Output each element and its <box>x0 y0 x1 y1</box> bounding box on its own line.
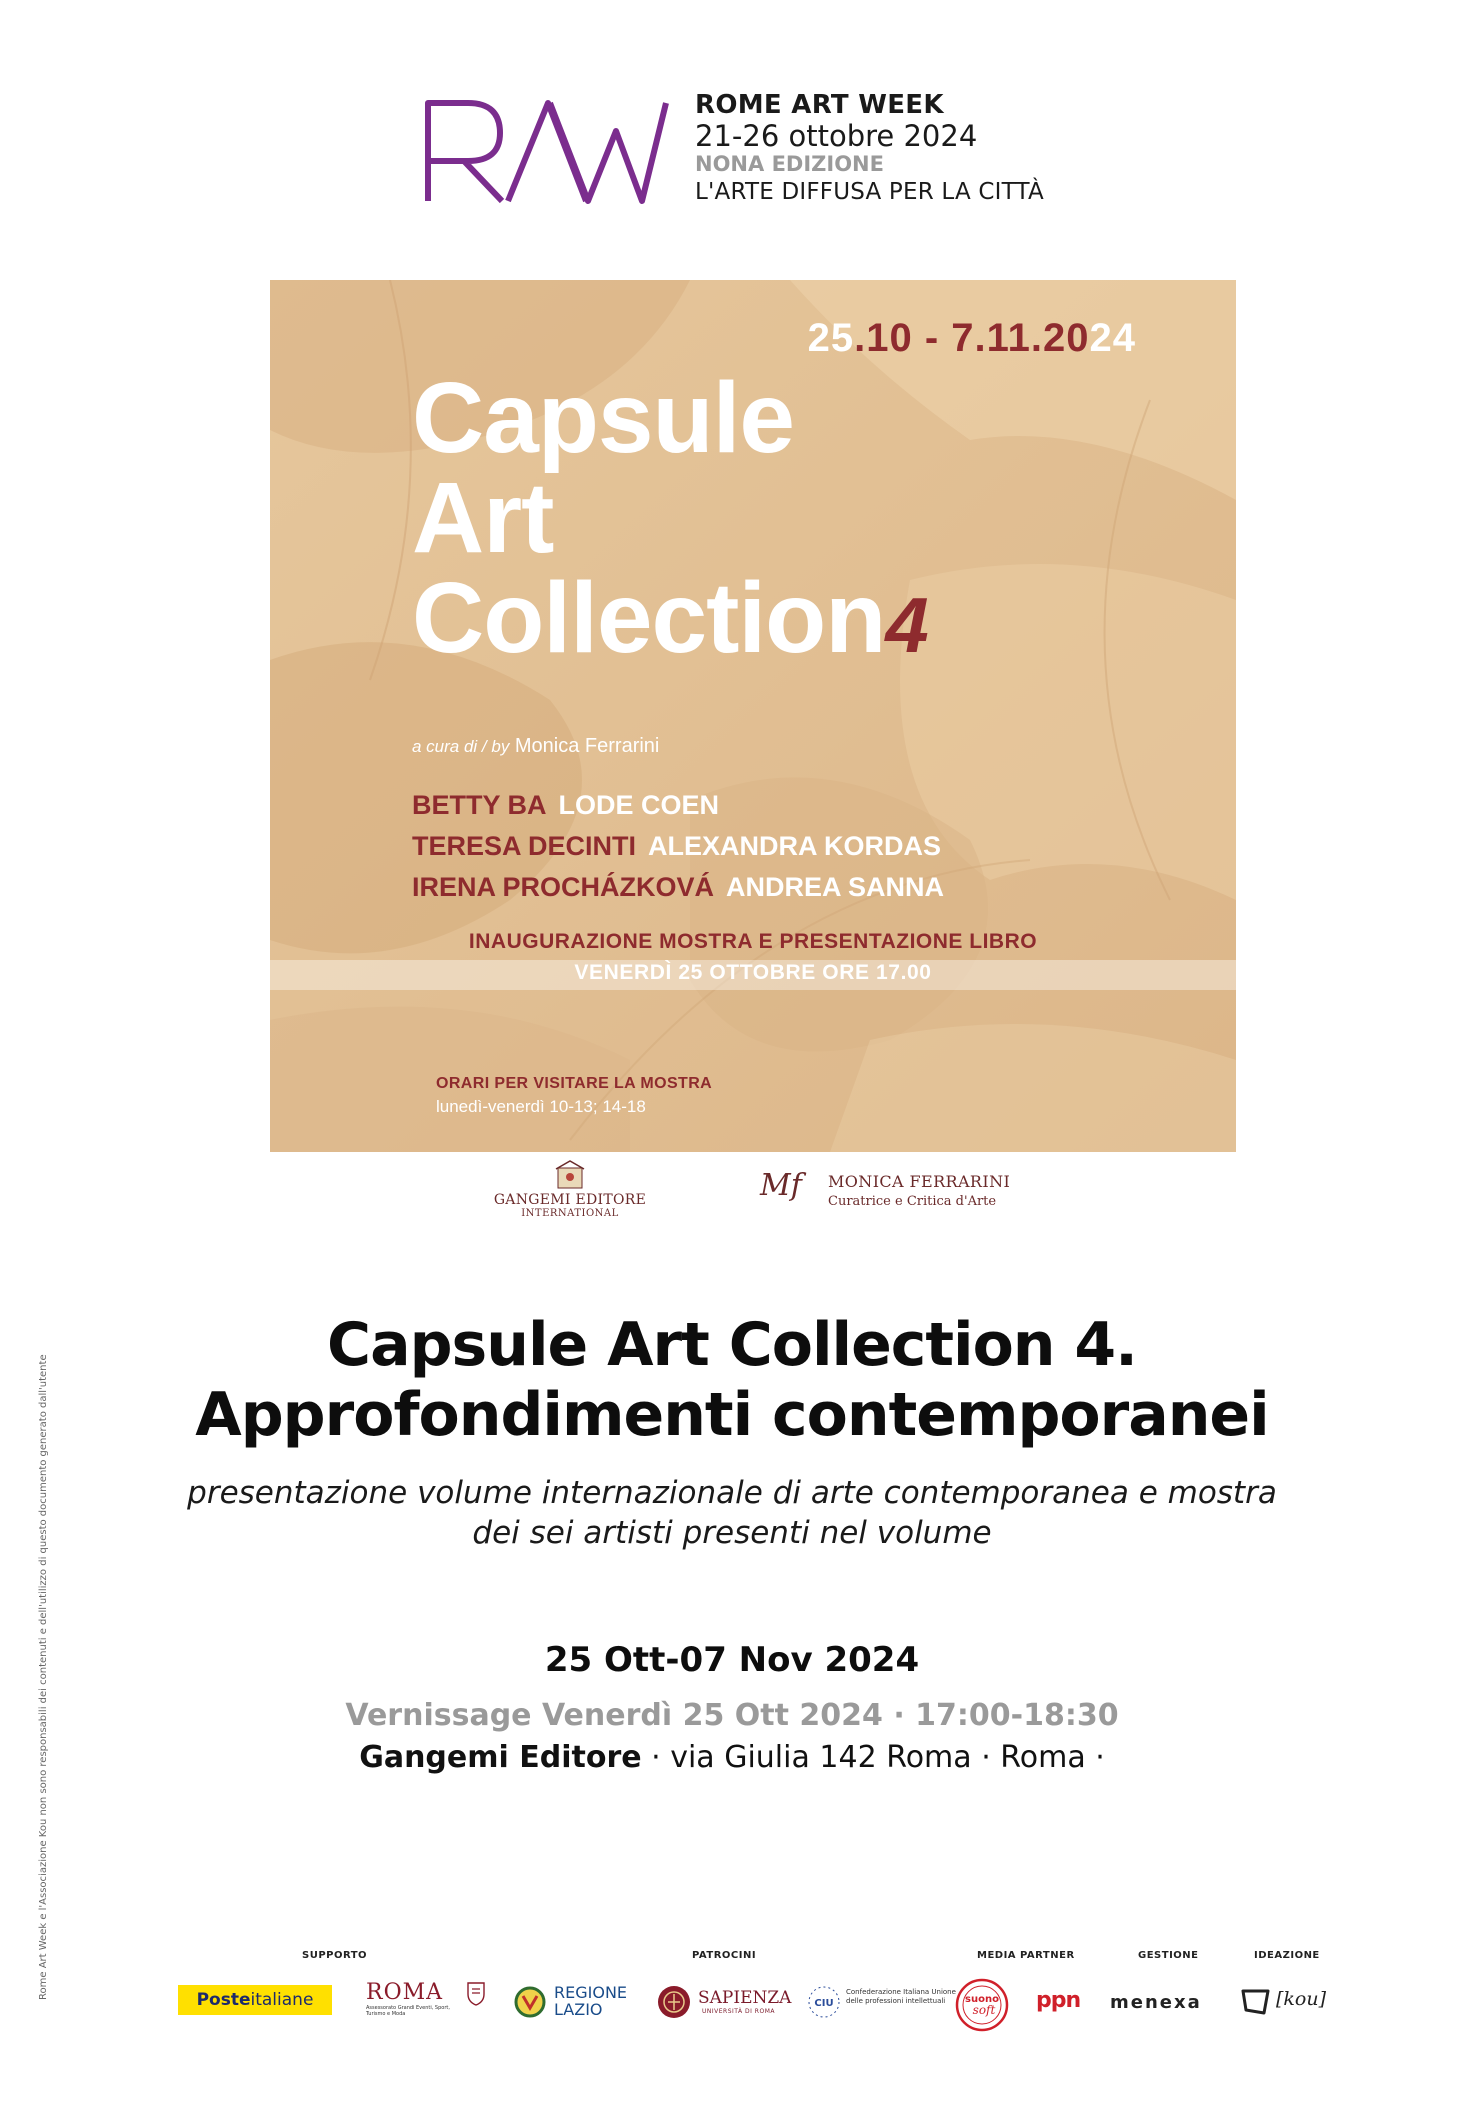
event-address: · via Giulia 142 Roma · Roma · <box>641 1740 1105 1775</box>
kou-logo <box>1240 1986 1330 2018</box>
label-ideazione: IDEAZIONE <box>1254 1950 1320 1961</box>
ferrarini-logo <box>760 1168 1020 1218</box>
ferrarini-name: MONICA FERRARINI <box>828 1172 1011 1191</box>
ferrarini-role: Curatrice e Critica d'Arte <box>828 1194 997 1209</box>
event-subtitle <box>0 1473 1464 1553</box>
ciu-stars-icon <box>806 1984 842 2020</box>
event-subtitle-line: dei sei artisti presenti nel volume <box>472 1515 992 1551</box>
artwork-artists <box>412 785 944 908</box>
suono-text: suono <box>965 1994 999 2005</box>
gangemi-sub: INTERNATIONAL <box>521 1208 619 1219</box>
artwork-title-line: Capsule <box>412 362 795 474</box>
kou-frame-icon <box>1240 1988 1272 2016</box>
artwork-hours: lunedì-venerdì 10-13; 14-18 <box>436 1097 646 1116</box>
artwork-hours-title: ORARI PER VISITARE LA MOSTRA <box>436 1075 713 1092</box>
artwork-inauguration-date: VENERDÌ 25 OTTOBRE ORE 17.00 <box>574 961 932 984</box>
artwork-title-line: Art <box>412 462 554 574</box>
menexa-logo: menexa <box>1110 1992 1202 2013</box>
artwork-title-line: Collection4 <box>412 562 928 674</box>
header-tagline: L'ARTE DIFFUSA PER LA CITTÀ <box>695 179 1044 205</box>
header-title: ROME ART WEEK <box>695 90 944 120</box>
raw-logo <box>420 95 670 205</box>
roma-crest-icon <box>466 1980 486 2006</box>
event-location <box>0 1740 1464 1775</box>
artwork-title <box>412 362 928 675</box>
poster-artwork <box>270 280 1236 1152</box>
sapienza-logo <box>656 1984 792 2024</box>
ferrarini-mark: Mf <box>760 1168 802 1203</box>
label-gestione: GESTIONE <box>1138 1950 1199 1961</box>
lazio-emblem-icon <box>514 1986 546 2018</box>
sapienza-seal-icon <box>656 1984 692 2020</box>
artwork-title-number: 4 <box>885 581 928 669</box>
suono-soft-logo <box>955 1978 1009 2032</box>
event-vernissage: Vernissage Venerdì 25 Ott 2024 · 17:00-18:30 <box>345 1698 1119 1733</box>
roma-logo-text: ROMA <box>366 1980 444 2005</box>
label-supporto: SUPPORTO <box>302 1950 368 1961</box>
gangemi-emblem-icon <box>552 1160 588 1190</box>
header-dates: 21-26 ottobre 2024 <box>695 119 978 153</box>
sapienza-sub: UNIVERSITÀ DI ROMA <box>702 2008 775 2015</box>
regione-lazio-logo <box>514 1984 634 2024</box>
poste-italiane-logo: Posteitaliane <box>178 1985 332 2015</box>
ppn-logo: ppn <box>1036 1988 1081 2013</box>
ciu-text: Confederazione Italiana Unione delle professioni intellettuali <box>846 1988 956 2005</box>
label-media-partner: MEDIA PARTNER <box>977 1950 1075 1961</box>
suono-sub: soft <box>972 2003 996 2017</box>
disclaimer-note: Rome Art Week e l'Associazione Kou non sono responsabili dei contenuti e dell'utilizzo di questo documento generato dall'utente <box>38 1354 49 2000</box>
event-title-line: Capsule Art Collection 4. <box>327 1310 1137 1380</box>
artist-row: IRENA PROCHÁZKOVÁ ANDREA SANNA <box>412 872 945 902</box>
header <box>0 0 1464 230</box>
artist-row: BETTY BA LODE COEN <box>412 790 720 820</box>
ciu-logo <box>806 1984 966 2024</box>
event-title <box>0 1310 1464 1450</box>
sponsor-strip <box>0 1950 1464 2060</box>
event-venue: Gangemi Editore <box>359 1740 642 1775</box>
event-subtitle-line: presentazione volume internazionale di arte contemporanea e mostra <box>187 1475 1277 1511</box>
artist-row: TERESA DECINTI ALEXANDRA KORDAS <box>412 831 942 861</box>
lazio-text: REGIONE LAZIO <box>554 1983 628 2019</box>
label-patrocini: PATROCINI <box>692 1950 757 1961</box>
artwork-curator: a cura di / by Monica Ferrarini <box>412 735 660 757</box>
roma-logo-sub: Assessorato Grandi Eventi, Sport, Turismo e Moda <box>366 2005 450 2017</box>
sapienza-text: SAPIENZA <box>698 1988 792 2008</box>
gangemi-logo <box>490 1160 650 1226</box>
ciu-initials: CIU <box>814 1998 834 2009</box>
artwork-date-range: 25.10 - 7.11.2024 <box>807 316 1136 360</box>
event-title-line: Approfondimenti contemporanei <box>195 1380 1269 1450</box>
event-dates: 25 Ott-07 Nov 2024 <box>544 1640 920 1680</box>
publisher-logos <box>0 1160 1464 1230</box>
kou-text: [kou] <box>1276 1988 1327 2010</box>
header-text <box>695 92 1215 204</box>
gangemi-name: GANGEMI EDITORE <box>493 1192 647 1208</box>
artwork-inauguration: INAUGURAZIONE MOSTRA E PRESENTAZIONE LIBRO <box>468 930 1038 953</box>
header-edition: NONA EDIZIONE <box>695 152 884 176</box>
